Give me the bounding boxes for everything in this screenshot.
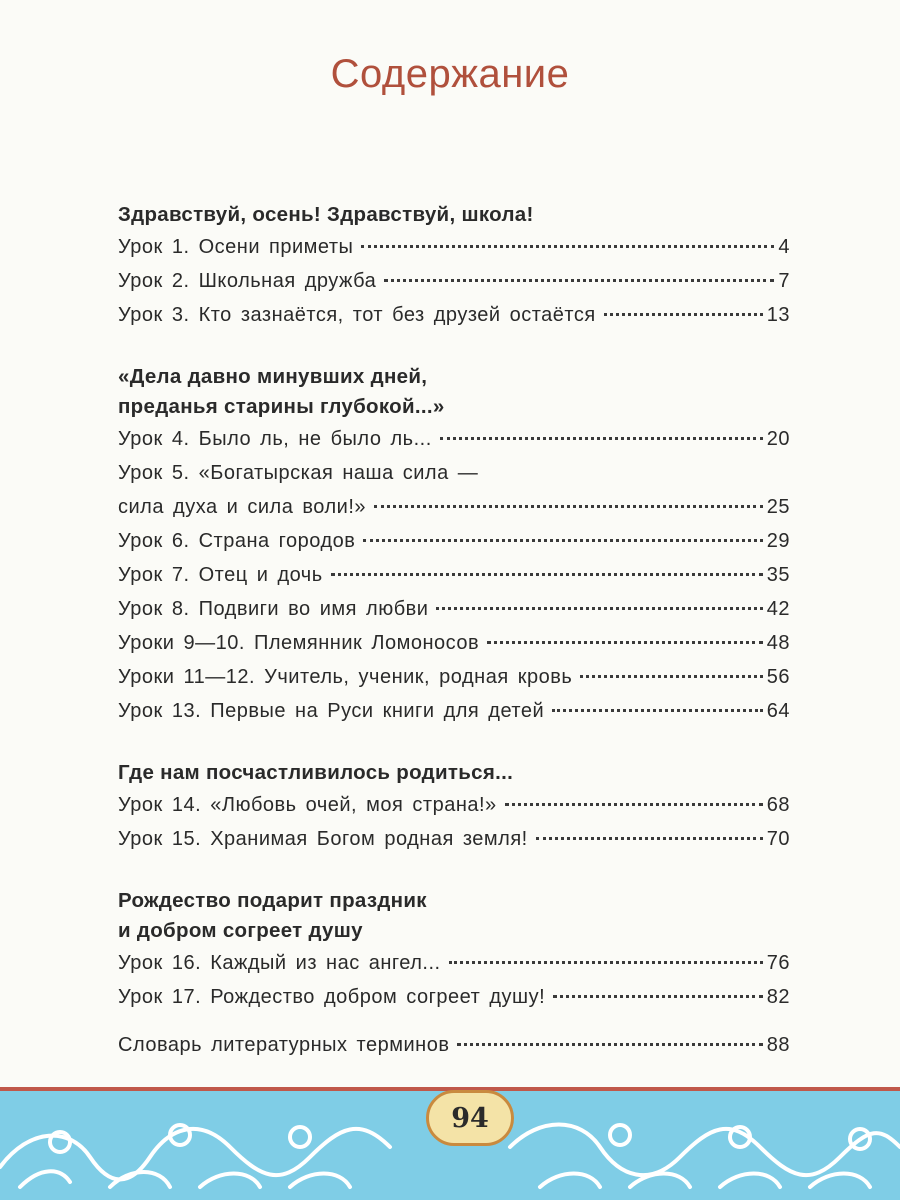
dot-leader (440, 437, 763, 440)
section-heading (118, 362, 790, 422)
dot-leader (487, 641, 763, 644)
dot-leader (449, 961, 763, 964)
dot-leader (580, 675, 763, 678)
section-heading (118, 886, 790, 946)
entry-label: Урок 16. Каждый из нас ангел... (118, 952, 441, 974)
entry-page-number: 13 (766, 304, 790, 326)
entry-page-number: 29 (766, 530, 790, 552)
toc-entry[interactable] (118, 558, 790, 592)
toc-entry[interactable] (118, 422, 790, 456)
toc-entry[interactable] (118, 946, 790, 980)
entry-page-number: 4 (778, 236, 790, 258)
entry-label: Урок 15. Хранимая Богом родная земля! (118, 828, 528, 850)
section-heading-line: и добром согреет душу (118, 919, 363, 942)
entry-page-number: 25 (766, 496, 790, 518)
entry-page-number: 35 (766, 564, 790, 586)
entry-page-number: 82 (766, 986, 790, 1008)
entry-label: Урок 2. Школьная дружба (118, 270, 377, 292)
dot-leader (552, 709, 763, 712)
entry-label: Урок 6. Страна городов (118, 530, 356, 552)
page-number: 94 (451, 1102, 489, 1134)
toc-section (118, 886, 790, 1014)
entry-label: Урок 3. Кто зазнаётся, тот без друзей остаётся (118, 304, 596, 326)
entry-label: Уроки 11—12. Учитель, ученик, родная кровь (118, 666, 573, 688)
toc-entry[interactable] (118, 660, 790, 694)
entry-page-number: 56 (766, 666, 790, 688)
entry-label: Урок 1. Осени приметы (118, 236, 354, 258)
toc-entry[interactable] (118, 524, 790, 558)
dot-leader (505, 803, 763, 806)
dot-leader (363, 539, 762, 542)
section-heading (118, 758, 790, 788)
toc-entry[interactable] (118, 456, 790, 524)
entry-label: сила духа и сила воли!» (118, 496, 367, 518)
entry-page-number: 76 (766, 952, 790, 974)
section-heading-line: Рождество подарит праздник (118, 889, 427, 912)
entry-label: Урок 14. «Любовь очей, моя страна!» (118, 794, 497, 816)
toc-entry[interactable] (118, 230, 790, 264)
toc-section (118, 362, 790, 728)
entry-page-number: 48 (766, 632, 790, 654)
toc-entry[interactable] (118, 592, 790, 626)
dot-leader (536, 837, 763, 840)
dot-leader (384, 279, 774, 282)
section-heading-line: преданья старины глубокой...» (118, 395, 445, 418)
entry-page-number: 20 (766, 428, 790, 450)
dot-leader (374, 505, 763, 508)
entry-page-number: 42 (766, 598, 790, 620)
toc-entry[interactable] (118, 980, 790, 1014)
entry-label: Урок 17. Рождество добром согреет душу! (118, 986, 546, 1008)
section-heading (118, 200, 790, 230)
dot-leader (436, 607, 762, 610)
toc-section (118, 200, 790, 332)
entry-label-line1: Урок 5. «Богатырская наша сила — (118, 462, 479, 484)
entry-page-number: 64 (766, 700, 790, 722)
entry-label: Урок 13. Первые на Руси книги для детей (118, 700, 545, 722)
toc-section (118, 758, 790, 856)
toc-entry[interactable] (118, 822, 790, 856)
page-title: Содержание (330, 52, 570, 96)
dot-leader (553, 995, 763, 998)
section-heading-line: Здравствуй, осень! Здравствуй, школа! (118, 203, 534, 226)
page-number-badge (426, 1090, 514, 1146)
entry-page-number: 88 (766, 1034, 790, 1056)
section-heading-line: Где нам посчастливилось родиться... (118, 761, 514, 784)
entry-page-number: 68 (766, 794, 790, 816)
toc-entry[interactable] (118, 626, 790, 660)
toc-entry[interactable] (118, 788, 790, 822)
entry-label: Урок 7. Отец и дочь (118, 564, 323, 586)
dot-leader (604, 313, 763, 316)
entry-label: Уроки 9—10. Племянник Ломоносов (118, 632, 480, 654)
toc-entry[interactable] (118, 694, 790, 728)
dot-leader (361, 245, 774, 248)
dot-leader (331, 573, 763, 576)
dot-leader (457, 1043, 762, 1046)
entry-label: Урок 8. Подвиги во имя любви (118, 598, 429, 620)
entry-page-number: 7 (778, 270, 790, 292)
entry-label: Урок 4. Было ль, не было ль... (118, 428, 432, 450)
entry-label: Словарь литературных терминов (118, 1034, 450, 1056)
toc-entry[interactable] (118, 298, 790, 332)
entry-page-number: 70 (766, 828, 790, 850)
section-heading-line: «Дела давно минувших дней, (118, 365, 428, 388)
table-of-contents (118, 200, 790, 1062)
glossary-entry[interactable] (118, 1028, 790, 1062)
toc-entry[interactable] (118, 264, 790, 298)
